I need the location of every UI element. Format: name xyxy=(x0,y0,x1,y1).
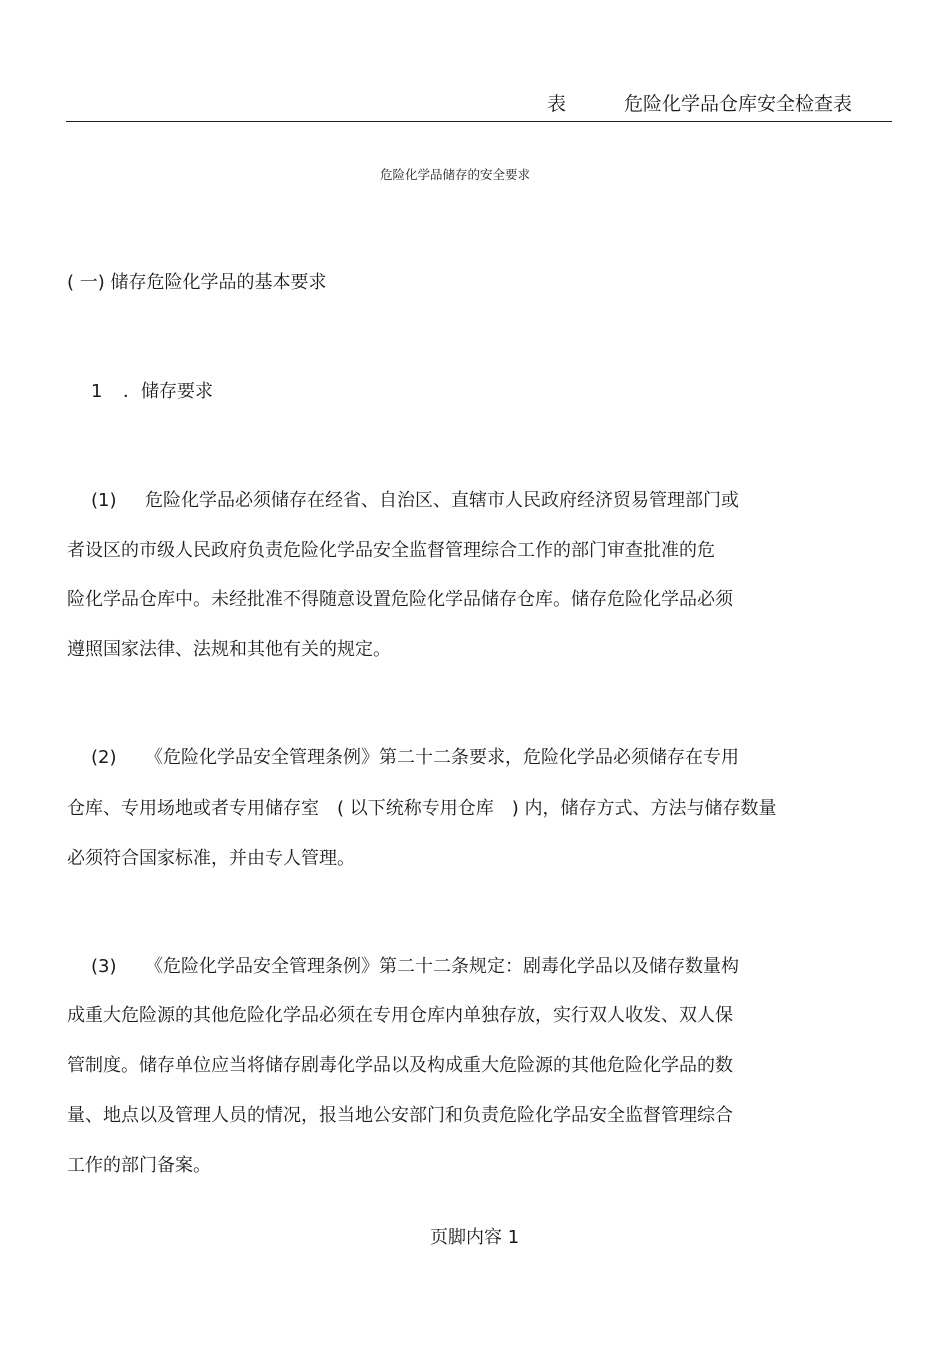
subheading-label: ．储存要求 xyxy=(123,381,213,402)
paragraph-line xyxy=(91,743,739,769)
paragraph-line: 者设区的市级人民政府负责危险化学品安全监督管理综合工作的部门审查批准的危 xyxy=(67,540,715,561)
paragraph-line: 量、地点以及管理人员的情况，报当地公安部门和负责危险化学品安全监督管理综合 xyxy=(67,1105,733,1126)
paragraph-line: 必须符合国家标准，并由专人管理。 xyxy=(67,848,355,869)
item-marker: (2) xyxy=(91,747,117,768)
header-divider xyxy=(66,121,892,122)
paragraph-line: 成重大危险源的其他危险化学品必须在专用仓库内单独存放，实行双人收发、双人保 xyxy=(67,1005,733,1026)
paragraph-line: 管制度。储存单位应当将储存剧毒化学品以及构成重大危险源的其他危险化学品的数 xyxy=(67,1055,733,1076)
paragraph-text: 危险化学品必须储存在经省、自治区、直辖市人民政府经济贸易管理部门或 xyxy=(145,490,739,511)
paragraph-line xyxy=(91,952,739,978)
item-marker: (1) xyxy=(91,490,117,511)
paragraph-line: 遵照国家法律、法规和其他有关的规定。 xyxy=(67,639,391,660)
paragraph-text: 《危险化学品安全管理条例》第二十二条要求，危险化学品必须储存在专用 xyxy=(145,747,739,768)
page-footer: 页脚内容 1 xyxy=(430,1227,520,1248)
document-title: 危险化学品储存的安全要求 xyxy=(380,167,531,182)
header-title: 危险化学品仓库安全检查表 xyxy=(624,93,853,115)
section-heading: ( 一) 储存危险化学品的基本要求 xyxy=(67,272,327,293)
subheading xyxy=(91,377,213,403)
paragraph-line: 仓库、专用场地或者专用储存室 ( 以下统称专用仓库 ) 内，储存方式、方法与储存数量 xyxy=(67,798,777,819)
header-left-label: 表 xyxy=(547,93,567,115)
subheading-number: 1 xyxy=(91,381,103,402)
paragraph-line: 险化学品仓库中。未经批准不得随意设置危险化学品储存仓库。储存危险化学品必须 xyxy=(67,589,733,610)
item-marker: (3) xyxy=(91,956,117,977)
paragraph-line xyxy=(91,486,739,512)
paragraph-line: 工作的部门备案。 xyxy=(67,1155,211,1176)
paragraph-text: 《危险化学品安全管理条例》第二十二条规定：剧毒化学品以及储存数量构 xyxy=(145,956,739,977)
